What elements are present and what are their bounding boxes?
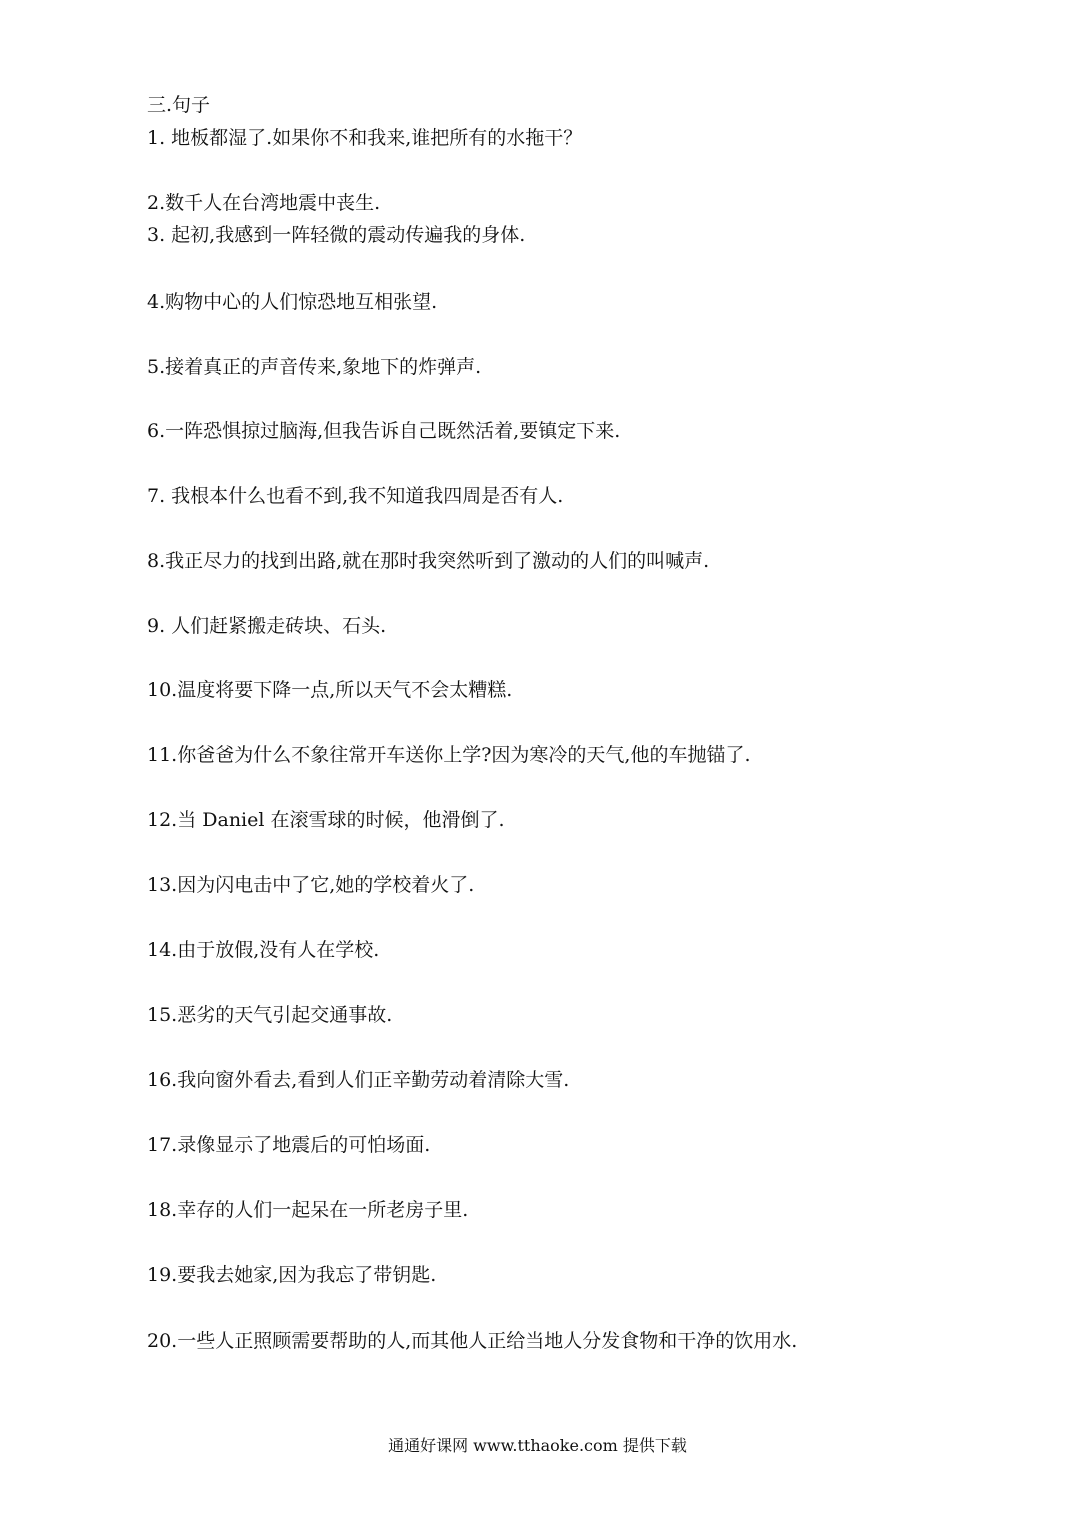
sentence-6: 6.一阵恐惧掠过脑海,但我告诉自己既然活着,要镇定下来. bbox=[147, 420, 621, 442]
sentence-20: 20.一些人正照顾需要帮助的人,而其他人正给当地人分发食物和干净的饮用水. bbox=[147, 1330, 798, 1352]
sentence-7: 7. 我根本什么也看不到,我不知道我四周是否有人. bbox=[147, 485, 564, 507]
sentence-11: 11.你爸爸为什么不象往常开车送你上学?因为寒冷的天气,他的车抛锚了. bbox=[147, 744, 751, 766]
sentence-8: 8.我正尽力的找到出路,就在那时我突然听到了激动的人们的叫喊声. bbox=[147, 550, 710, 572]
sentence-2: 2.数千人在台湾地震中丧生. bbox=[147, 192, 381, 214]
sentence-5: 5.接着真正的声音传来,象地下的炸弹声. bbox=[147, 356, 482, 378]
sentence-19: 19.要我去她家,因为我忘了带钥匙. bbox=[147, 1264, 437, 1286]
page-footer: 通通好课网 www.tthaoke.com 提供下载 bbox=[388, 1436, 687, 1455]
sentence-4: 4.购物中心的人们惊恐地互相张望. bbox=[147, 291, 438, 313]
sentence-12: 12.当 Daniel 在滚雪球的时候，他滑倒了. bbox=[147, 809, 505, 831]
sentence-16: 16.我向窗外看去,看到人们正辛勤劳动着清除大雪. bbox=[147, 1069, 570, 1091]
sentence-3: 3. 起初,我感到一阵轻微的震动传遍我的身体. bbox=[147, 224, 526, 246]
sentence-10: 10.温度将要下降一点,所以天气不会太糟糕. bbox=[147, 679, 513, 701]
sentence-9: 9. 人们赶紧搬走砖块、石头. bbox=[147, 615, 387, 637]
sentence-14: 14.由于放假,没有人在学校. bbox=[147, 939, 380, 961]
sentence-17: 17.录像显示了地震后的可怕场面. bbox=[147, 1134, 431, 1156]
sentence-13: 13.因为闪电击中了它,她的学校着火了. bbox=[147, 874, 475, 896]
sentence-18: 18.幸存的人们一起呆在一所老房子里. bbox=[147, 1199, 469, 1221]
sentence-15: 15.恶劣的天气引起交通事故. bbox=[147, 1004, 393, 1026]
sentence-1: 1. 地板都湿了.如果你不和我来,谁把所有的水拖干？ bbox=[147, 127, 583, 149]
section-title: 三.句子 bbox=[147, 94, 211, 116]
